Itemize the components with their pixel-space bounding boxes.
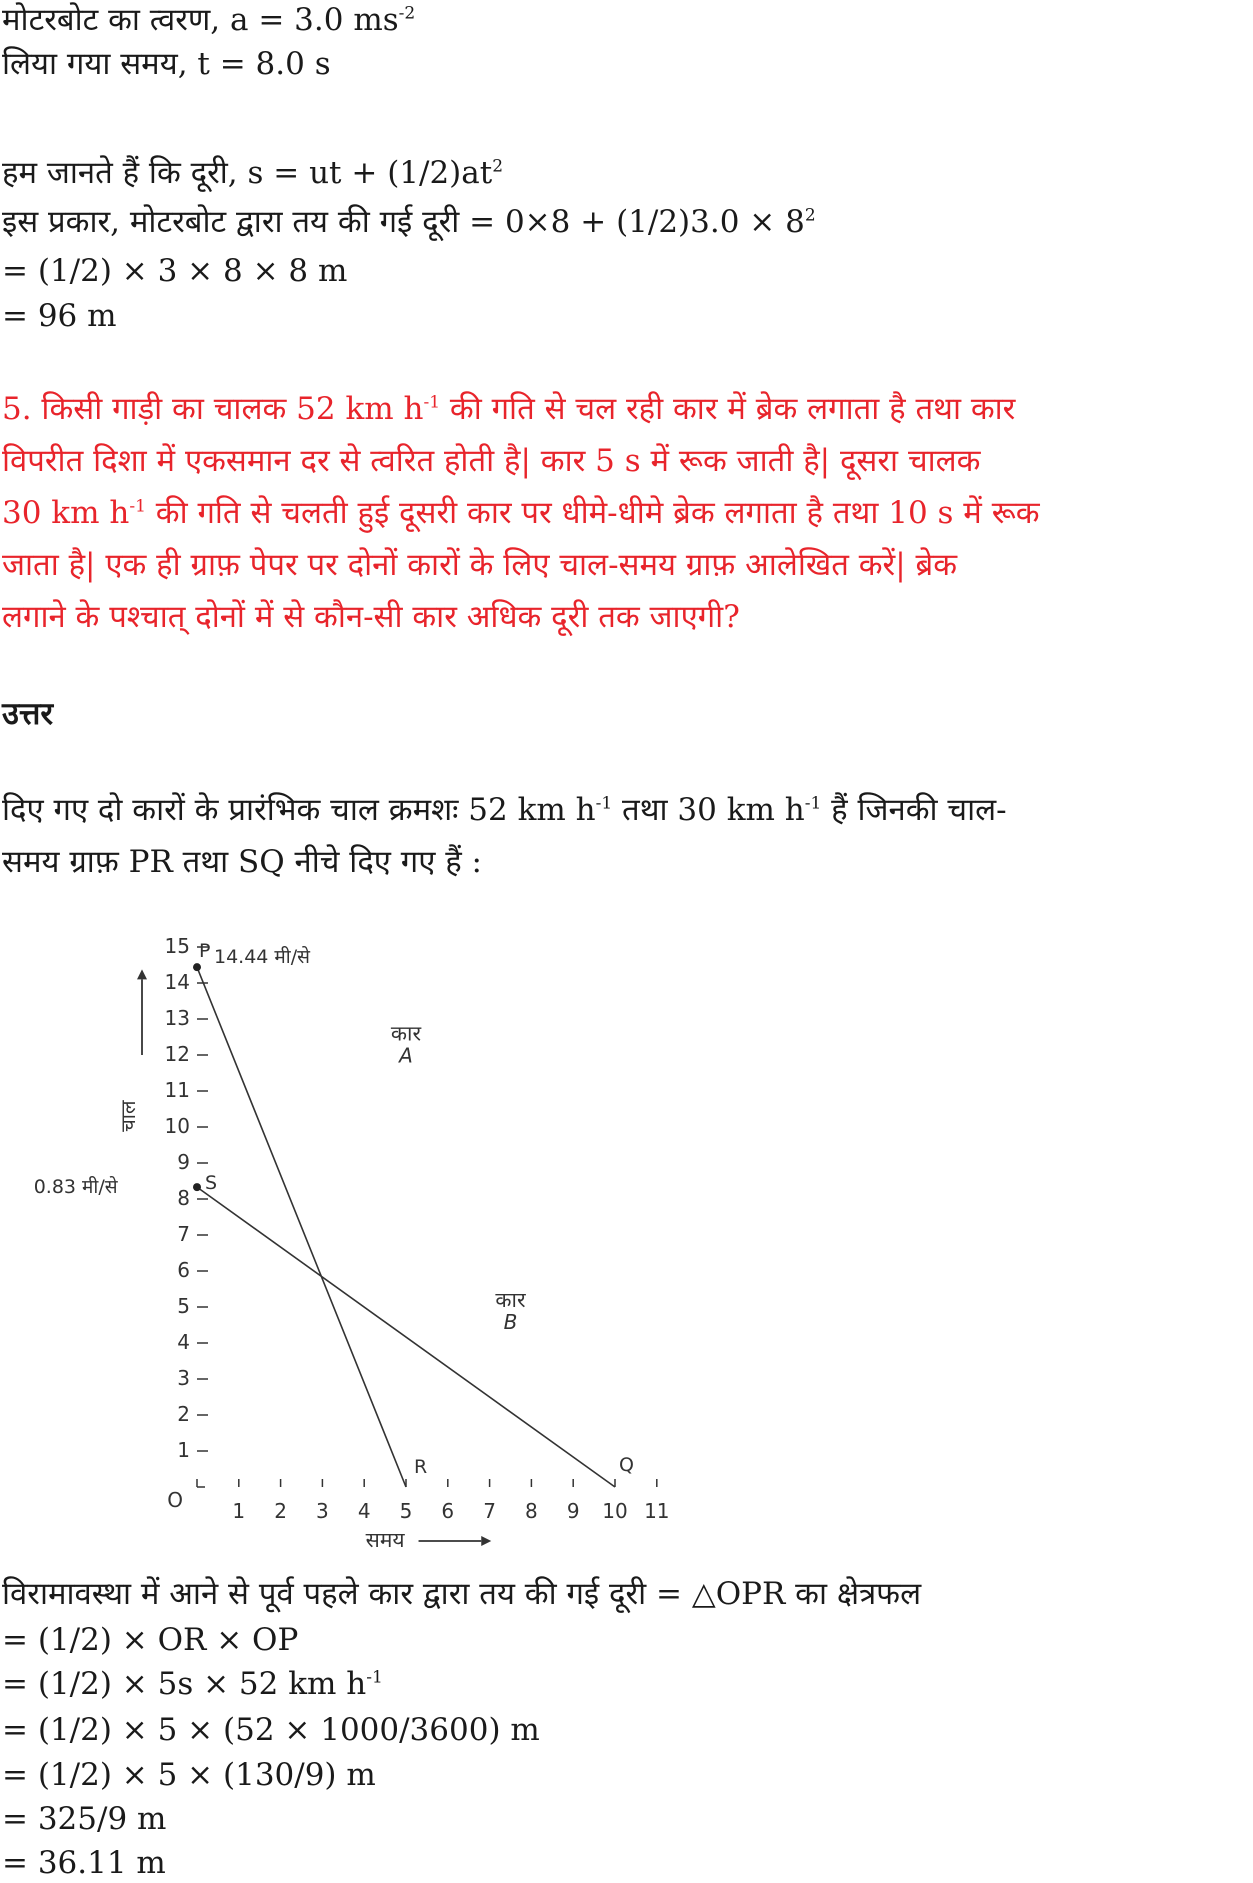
step-line: = 96 m <box>2 298 117 334</box>
formula-line: हम जानते हैं कि दूरी, s = ut + $(1/2)at^2$ <box>2 155 504 191</box>
y-tick-label: 4 <box>177 1330 190 1354</box>
x-tick-label: 11 <box>644 1499 670 1523</box>
y-tick-label: 8 <box>177 1186 190 1210</box>
solution-line: = (1/2) × 5s × 52 km $h^{-1}$ <box>2 1666 383 1702</box>
series-start-point <box>193 1183 201 1191</box>
solution-line: = (1/2) × 5 × (130/9) m <box>2 1757 376 1793</box>
step-line: = (1/2) × 3 × 8 × 8 m <box>2 253 348 289</box>
solution-line: विरामावस्था में आने से पूर्व पहले कार द्वारा तय की गई दूरी = △OPR का क्षेत्रफल <box>2 1576 922 1612</box>
series-start-point <box>193 963 201 971</box>
solution-line: = 36.11 m <box>2 1845 166 1881</box>
y-tick-label: 13 <box>164 1006 190 1030</box>
point-label: P <box>199 940 211 963</box>
distance-line: इस प्रकार, मोटरबोट द्वारा तय की गई दूरी = $0\times 8 + (1/2)3.0 \times 8^2$ <box>2 204 816 240</box>
x-axis-label: समय <box>365 1528 405 1552</box>
speed-time-graph <box>10 925 690 1565</box>
x-tick-label: 1 <box>232 1499 246 1523</box>
x-tick-label: 3 <box>316 1499 329 1523</box>
question-line: लगाने के पश्चात् दोनों में से कौन-सी कार अधिक दूरी तक जाएगी? <box>2 599 740 635</box>
y-tick-label: 15 <box>164 934 190 958</box>
y-axis-label: चाल <box>116 1100 140 1132</box>
question-line: 5. किसी गाड़ी का चालक 52 km $h^{-1}$ की गति से चल रही कार में ब्रेक लगाता है तथा कार <box>2 391 1016 427</box>
solution-line: = 325/9 m <box>2 1801 167 1837</box>
x-tick-label: 2 <box>274 1499 287 1523</box>
y-tick-label: 7 <box>177 1222 190 1246</box>
y-tick-label: 1 <box>177 1438 190 1462</box>
x-axis-arrowhead <box>481 1536 491 1546</box>
question-line: जाता है| एक ही ग्राफ़ पेपर पर दोनों कारों के लिए चाल-समय ग्राफ़ आलेखित करें| ब्रेक <box>2 547 958 583</box>
series-name: कार <box>390 1021 422 1046</box>
answer-line: समय ग्राफ़ PR तथा SQ नीचे दिए गए हैं : <box>2 844 482 880</box>
x-tick-label: 6 <box>441 1499 455 1523</box>
x-tick-label: 5 <box>399 1499 413 1523</box>
series-name: कार <box>495 1288 526 1312</box>
point-label: Q <box>619 1454 634 1476</box>
x-tick-label: 9 <box>566 1499 580 1523</box>
y-tick-label: 3 <box>177 1366 190 1390</box>
y-tick-label: 9 <box>177 1150 190 1174</box>
value-annotation: 14.44 मी/से <box>214 946 310 968</box>
point-label: R <box>414 1456 428 1478</box>
x-tick-label: 4 <box>357 1499 371 1523</box>
answer-line: दिए गए दो कारों के प्रारंभिक चाल क्रमशः 52 km $h^{-1}$ तथा 30 km $h^{-1}$ हैं जिनकी चाल- <box>2 792 1007 828</box>
y-tick-label: 6 <box>177 1258 190 1282</box>
x-tick-label: 7 <box>483 1499 496 1523</box>
point-label: S <box>205 1172 218 1195</box>
accel-line: मोटरबोट का त्वरण, a = 3.0 $ms^{-2}$ <box>2 2 416 38</box>
series-line <box>197 1187 615 1487</box>
x-tick-label: 8 <box>525 1499 538 1523</box>
question-line: विपरीत दिशा में एकसमान दर से त्वरित होती है| कार 5 s में रूक जाती है| दूसरा चालक <box>2 443 981 479</box>
y-tick-label: 5 <box>177 1294 190 1318</box>
series-line <box>197 967 406 1487</box>
y-axis-arrowhead <box>137 969 147 979</box>
x-tick-label: 10 <box>602 1499 628 1523</box>
series-name: B <box>503 1310 518 1334</box>
origin-label: O <box>167 1488 183 1512</box>
y-tick-label: 12 <box>164 1042 190 1066</box>
time-line: लिया गया समय, t = 8.0 s <box>2 46 331 82</box>
solution-line: = (1/2) × 5 × (52 × 1000/3600) m <box>2 1712 540 1748</box>
y-tick-label: 11 <box>164 1078 190 1102</box>
answer-heading: उत्तर <box>2 696 54 732</box>
y-tick-label: 14 <box>164 970 190 994</box>
solution-line: = (1/2) × OR × OP <box>2 1622 299 1658</box>
y-tick-label: 2 <box>177 1402 190 1426</box>
value-annotation: 0.83 मी/से <box>33 1176 118 1199</box>
series-name: A <box>399 1043 413 1068</box>
question-line: 30 km $h^{-1}$ की गति से चलती हुई दूसरी कार पर धीमे-धीमे ब्रेक लगाता है तथा 10 s में रूक <box>2 495 1040 531</box>
y-tick-label: 10 <box>164 1114 190 1138</box>
